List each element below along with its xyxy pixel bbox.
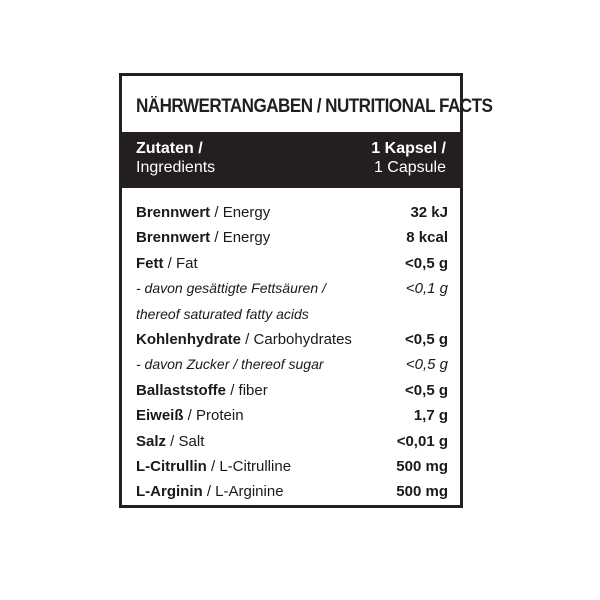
nutrient-value: <0,1 g [405, 280, 448, 298]
nutrient-name-de: L-Arginin [136, 483, 203, 501]
row-l-citrulline [136, 454, 448, 479]
separator: / [202, 483, 216, 501]
nutrition-label [119, 73, 493, 508]
nutrient-name-de: Eiweiß [136, 407, 184, 425]
nutrient-name-de: Kohlenhydrate [136, 330, 242, 348]
nutrient-value: <0,01 g [396, 432, 448, 450]
row-l-arginine [136, 479, 448, 504]
nutrient-name-en: Energy [222, 204, 271, 221]
row-fiber [136, 378, 448, 403]
nutrient-name-en: Protein [196, 407, 244, 425]
nutrient-name-de: Salz [136, 432, 167, 450]
nutrient-name-en: Fat [176, 254, 198, 272]
sub-nutrient-name: - davon gesättigte Fettsäuren / [136, 280, 326, 297]
nutrient-value: 500 mg [396, 457, 448, 475]
separator: / [226, 381, 239, 399]
nutrient-name-de: Ballaststoffe [136, 381, 227, 399]
row-fat [136, 251, 448, 276]
sub-nutrient-name: - davon Zucker / thereof sugar [136, 356, 324, 373]
nutrient-name-en: Carbohydrates [253, 330, 352, 348]
row-sugar [136, 352, 448, 377]
nutrient-value: 1,7 g [413, 407, 448, 425]
nutrient-rows [136, 200, 448, 505]
separator: / [166, 432, 179, 450]
row-saturated-fat [136, 276, 448, 301]
header-serving-de: 1 Kapsel / [371, 140, 446, 157]
row-energy-kj [136, 200, 448, 225]
nutrient-name-en: Energy [222, 229, 271, 247]
nutrient-value: 500 mg [396, 483, 448, 501]
separator: / [206, 457, 220, 475]
nutrient-value: <0,5 g [405, 254, 448, 272]
sub-nutrient-name-continued: thereof saturated fatty acids [136, 305, 309, 322]
nutrient-value: <0,5 g [405, 381, 448, 399]
nutrient-name-en: L-Arginine [215, 483, 284, 501]
nutrient-name-en: fiber [238, 381, 268, 399]
nutrient-name-de: Fett [136, 254, 164, 272]
separator: / [241, 330, 254, 348]
nutrient-name-de: L-Citrullin [136, 457, 207, 475]
nutrient-value: <0,5 g [405, 330, 448, 348]
row-protein [136, 403, 448, 428]
row-carbohydrates [136, 327, 448, 352]
row-salt [136, 429, 448, 454]
row-saturated-fat-continued [136, 302, 448, 327]
nutrient-name-en: Salt [178, 432, 205, 450]
header-band [122, 132, 460, 188]
row-energy-kcal [136, 225, 448, 250]
nutrient-name-de: Brennwert [136, 229, 211, 247]
separator: / [183, 407, 197, 425]
separator: / [210, 204, 223, 221]
header-serving-en: 1 Capsule [373, 159, 446, 176]
nutrient-value: <0,5 g [405, 356, 448, 374]
separator: / [210, 229, 223, 247]
nutrient-name-de: Brennwert [136, 204, 211, 221]
nutrient-value: 8 kcal [406, 229, 448, 247]
label-title: NÄHRWERTANGABEN / NUTRITIONAL FACTS [136, 96, 493, 117]
nutrient-name-en: L-Citrulline [219, 457, 292, 475]
nutrient-value: 32 kJ [410, 204, 448, 221]
header-ingredients-en: Ingredients [136, 159, 216, 176]
separator: / [163, 254, 177, 272]
header-ingredients [136, 139, 215, 177]
header-ingredients-de: Zutaten / [136, 140, 203, 157]
header-serving [371, 139, 446, 177]
